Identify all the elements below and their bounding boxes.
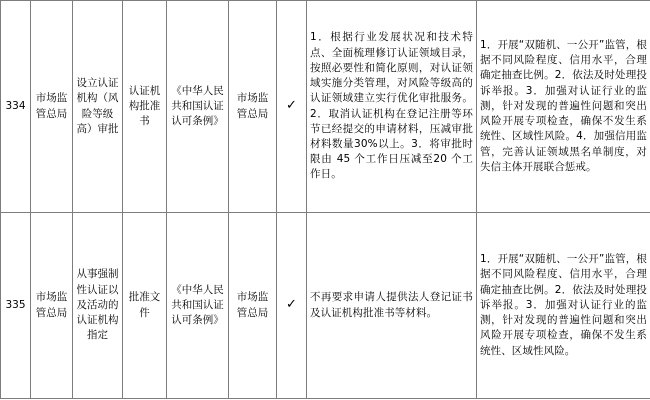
checkmark-cell — [277, 213, 307, 399]
checkmark-cell — [277, 1, 307, 213]
department-cell — [31, 213, 73, 399]
legal-basis-cell — [167, 213, 229, 399]
item-name-cell — [73, 213, 123, 399]
supervision-measures-cell — [477, 213, 650, 399]
legal-basis-cell — [167, 1, 229, 213]
supervision-measures-cell — [477, 1, 650, 213]
supervision-measures-text: 1．开展“双随机、一公开”监管，根据不同风险程度、信用水平，合理确定抽查比例。2．依法及时处理投诉举报。3．加强对认证行业的监测，针对发现的普遍性问题和突出风险开展专项检查，确保不发生系统性、区域性风险。 — [480, 253, 647, 357]
table-row — [1, 1, 650, 213]
certificate-type-text: 认证机构批准书 — [128, 84, 161, 128]
item-name-text: 设立认证机构（风险等级高）审批 — [76, 77, 119, 135]
reform-measures-text: 1．根据行业发展状况和技术特点、全面梳理修订认证领域目录，按照必要性和简化原则，对认证领域实施分类管理，对风险等级高的认证领域建立实行优化审批服务。2．取消认证机构在登记注册等环节已经提交的申请材料，压减审批材料数量30%以上。3．将审批时限由 45 个工作日压减至20 个工作日。 — [310, 31, 473, 181]
check-icon: ✓ — [286, 296, 297, 312]
item-name-cell — [73, 1, 123, 213]
certificate-type-cell — [123, 1, 167, 213]
department-cell — [31, 1, 73, 213]
department-text: 市场监管总局 — [35, 291, 68, 319]
item-name-text: 从事强制性认证以及活动的认证机构指定 — [76, 268, 119, 342]
department-text: 市场监管总局 — [35, 92, 68, 120]
certificate-type-cell — [123, 213, 167, 399]
check-icon: ✓ — [286, 97, 297, 113]
reform-measures-cell — [307, 213, 477, 399]
legal-basis-text: 《中华人民共和国认证认可条例》 — [171, 84, 224, 128]
authority-cell — [229, 213, 277, 399]
certificate-type-text: 批准文件 — [128, 291, 161, 319]
supervision-measures-text: 1．开展“双随机、一公开”监管，根据不同风险程度、信用水平，合理确定抽查比例。2．依法及时处理投诉举报。3．加强对认证行业的监测，针对发现的普遍性问题和突出风险开展专项检查，确保不发生系统性、区域性风险。4．加强信用监管，完善认证领域黑名单制度，对失信主体开展联合惩戒。 — [480, 39, 647, 173]
reform-measures-text: 不再要求申请人提供法人登记证书及认证机构批准书等材料。 — [310, 291, 473, 319]
authority-text: 市场监管总局 — [236, 92, 269, 120]
authority-cell — [229, 1, 277, 213]
row-number-cell: 334 — [1, 1, 31, 213]
authority-text: 市场监管总局 — [236, 291, 269, 319]
legal-basis-text: 《中华人民共和国认证认可条例》 — [171, 283, 224, 327]
reform-measures-cell — [307, 1, 477, 213]
row-number-cell: 335 — [1, 213, 31, 399]
table-row — [1, 213, 650, 399]
